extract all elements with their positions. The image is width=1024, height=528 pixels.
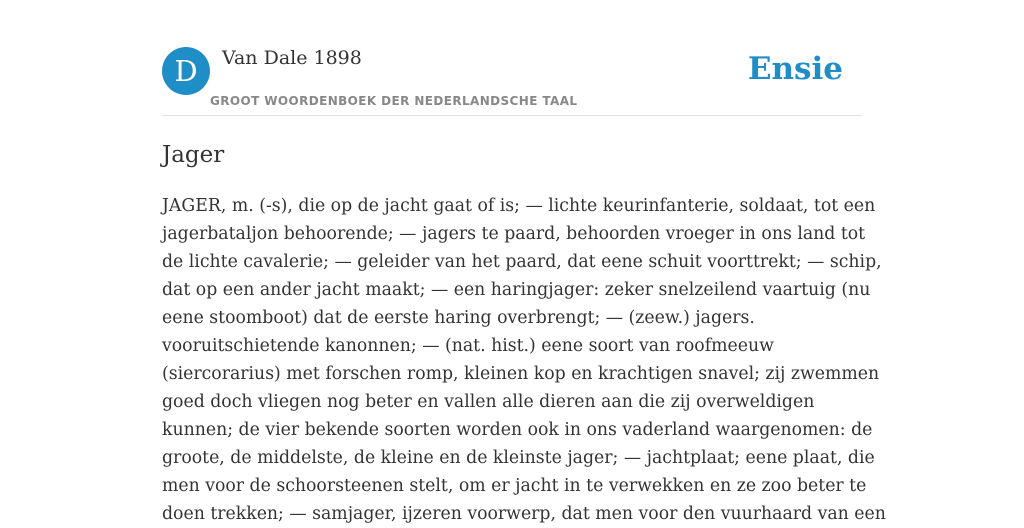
definition-line: kunnen; de vier bekende soorten worden ook in ons vaderland waargenomen: de <box>162 420 873 440</box>
definition-line: de lichte cavalerie; — geleider van het paard, dat eene schuit voorttrekt; — schip, <box>162 252 882 272</box>
definition-line: (siercorarius) met forschen romp, kleinen kop en krachtigen snavel; zij zwemmen <box>162 364 880 384</box>
definition-line: vooruitschietende kanonnen; — (nat. hist.) eene soort van roofmeeuw <box>162 336 774 356</box>
definition-line: jagerbataljon behoorende; — jagers te paard, behoorden vroeger in ons land tot <box>162 224 866 244</box>
source-title[interactable]: Van Dale 1898 <box>222 47 362 69</box>
definition-line: dat op een ander jacht maakt; — een haringjager: zeker snelzeilend vaartuig (nu <box>162 280 871 300</box>
ensie-logo[interactable]: Ensie <box>747 51 843 87</box>
definition-line: groote, de middelste, de kleine en de kleinste jager; — jachtplaat; eene plaat, die <box>162 448 875 468</box>
entry-definition <box>162 192 886 528</box>
definition-line: men voor de schoorsteenen stelt, om er jacht in te verwekken en ze zoo beter te <box>162 476 867 496</box>
entry-title: Jager <box>162 142 225 168</box>
definition-line: eene stoomboot) dat de eerste haring overbrengt; — (zeew.) jagers. <box>162 308 755 328</box>
definition-line: goed doch vliegen nog beter en vallen alle dieren aan die zij overweldigen <box>162 392 815 412</box>
source-subtitle: GROOT WOORDENBOEK DER NEDERLANDSCHE TAAL <box>210 94 578 108</box>
source-avatar[interactable]: D <box>162 47 210 95</box>
header-divider <box>162 115 862 116</box>
definition-line: JAGER, m. (-s), die op de jacht gaat of is; — lichte keurinfanterie, soldaat, tot een <box>162 196 876 216</box>
definition-line: doen trekken; — samjager, ijzeren voorwerp, dat men voor den vuurhaard van een <box>162 504 886 524</box>
